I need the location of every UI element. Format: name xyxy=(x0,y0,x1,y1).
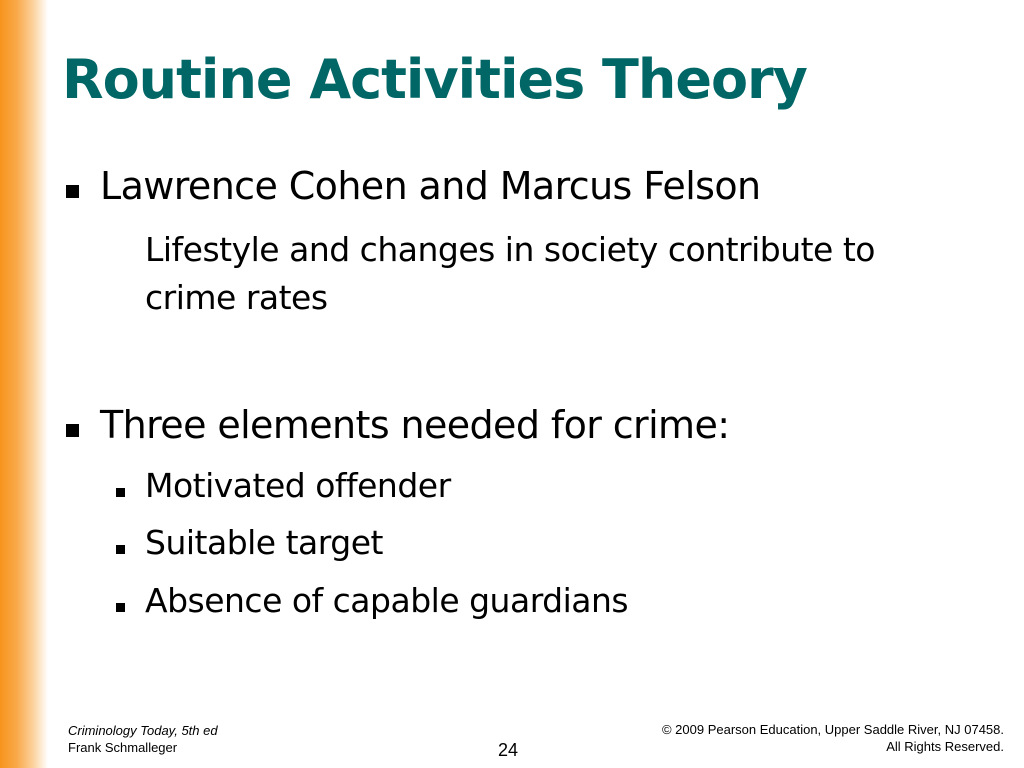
sub-bullet-square-icon xyxy=(116,603,125,612)
bullet-text: Three elements needed for crime: xyxy=(100,403,730,447)
copyright-line-2: All Rights Reserved. xyxy=(886,739,1004,754)
sub-bullet-text: Absence of capable guardians xyxy=(145,581,629,620)
footer-copyright xyxy=(662,721,1004,755)
page-number: 24 xyxy=(498,740,519,760)
sub-bullet-text: Suitable target xyxy=(145,523,383,562)
slide-title: Routine Activities Theory xyxy=(62,48,807,111)
orange-accent-bar xyxy=(0,0,48,768)
bullet-square-icon xyxy=(66,185,79,198)
bullet-square-icon xyxy=(66,424,79,437)
sub-bullet-text: Motivated offender xyxy=(145,466,451,505)
book-title: Criminology Today, 5th ed xyxy=(68,723,218,738)
book-author: Frank Schmalleger xyxy=(68,740,178,755)
sub-bullet-square-icon xyxy=(116,545,125,554)
sub-bullet-square-icon xyxy=(116,488,125,497)
copyright-line-1: © 2009 Pearson Education, Upper Saddle River, NJ 07458. xyxy=(661,722,1004,737)
footer-book-info xyxy=(68,722,218,756)
bullet-subtext: Lifestyle and changes in society contribute to crime rates xyxy=(145,230,875,317)
bullet-text: Lawrence Cohen and Marcus Felson xyxy=(100,164,761,208)
